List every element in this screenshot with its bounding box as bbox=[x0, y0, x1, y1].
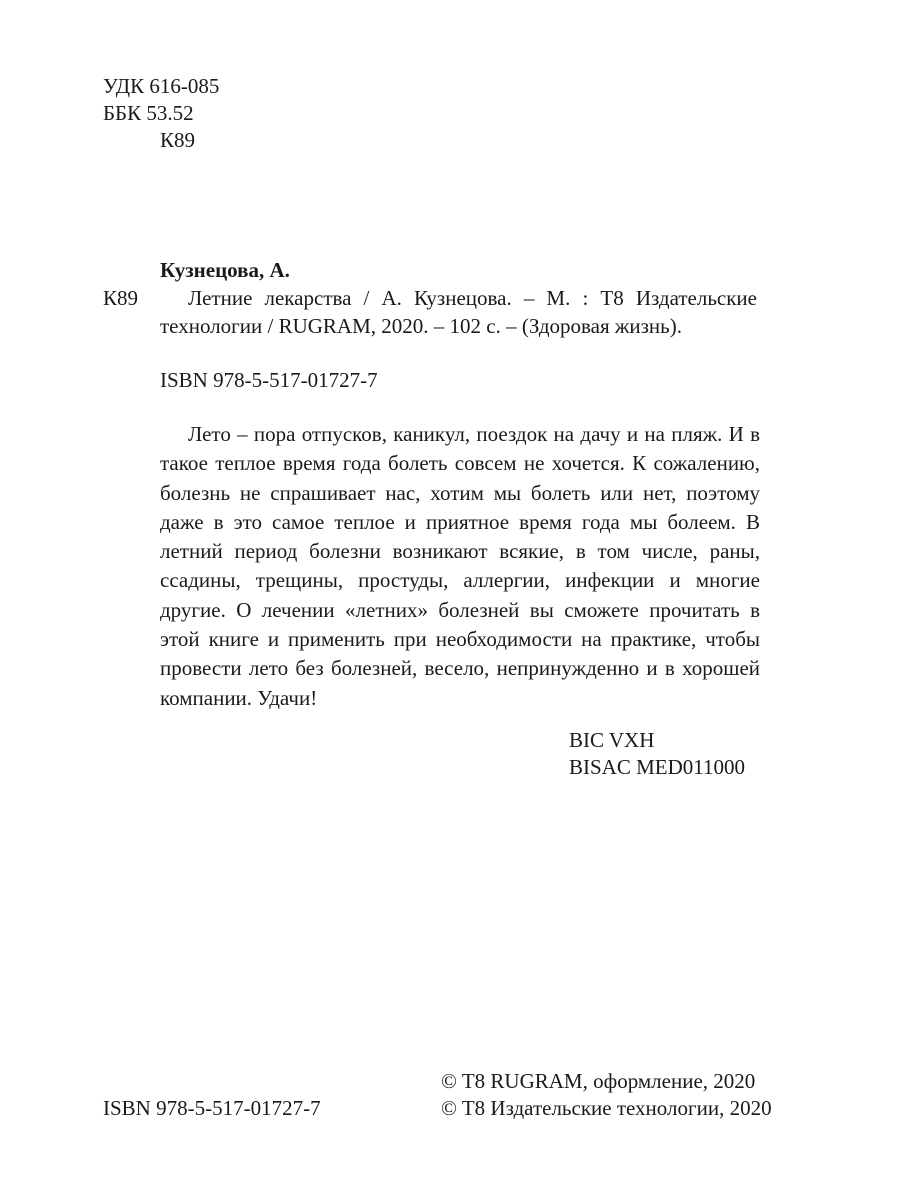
copyright-publisher: © T8 Издательские технологии, 2020 bbox=[441, 1096, 772, 1120]
book-annotation: Лето – пора отпусков, каникул, поездок на дачу и на пляж. И в такое теплое время года болеть совсем не хочется. К сожалению, болезнь не спрашивает нас, хотим мы болеть или нет, поэтому даже в это самое теплое и приятное время года мы болеем. В летний период болезни возникают всякие, в том числе, раны, ссадины, трещины, простуды, аллергии, инфекции и многие другие. О лечении «летних» болезней вы сможете прочитать в этой книге и применить при необходимости на практике, чтобы провести лето без болезней, весело, непринужденно и в хорошей компании. Удачи! bbox=[160, 422, 760, 710]
udk-code: УДК 616-085 bbox=[103, 74, 220, 98]
record-description: Летние лекарства / А. Кузнецова. – М. : T8 Издательские технологии / RUGRAM, 2020. – 102 с. – (Здоровая жизнь). bbox=[160, 286, 757, 338]
bic-code: BIC VXH bbox=[569, 728, 655, 752]
cutter-code-top: К89 bbox=[160, 128, 196, 152]
record-cutter-code: К89 bbox=[103, 286, 139, 310]
bbk-code: ББК 53.52 bbox=[103, 101, 194, 125]
footer-isbn: ISBN 978-5-517-01727-7 bbox=[103, 1096, 321, 1120]
copyright-design: © T8 RUGRAM, оформление, 2020 bbox=[441, 1069, 756, 1093]
bisac-code: BISAC MED011000 bbox=[569, 755, 745, 779]
record-isbn: ISBN 978-5-517-01727-7 bbox=[160, 368, 378, 392]
record-author: Кузнецова, А. bbox=[160, 258, 290, 282]
